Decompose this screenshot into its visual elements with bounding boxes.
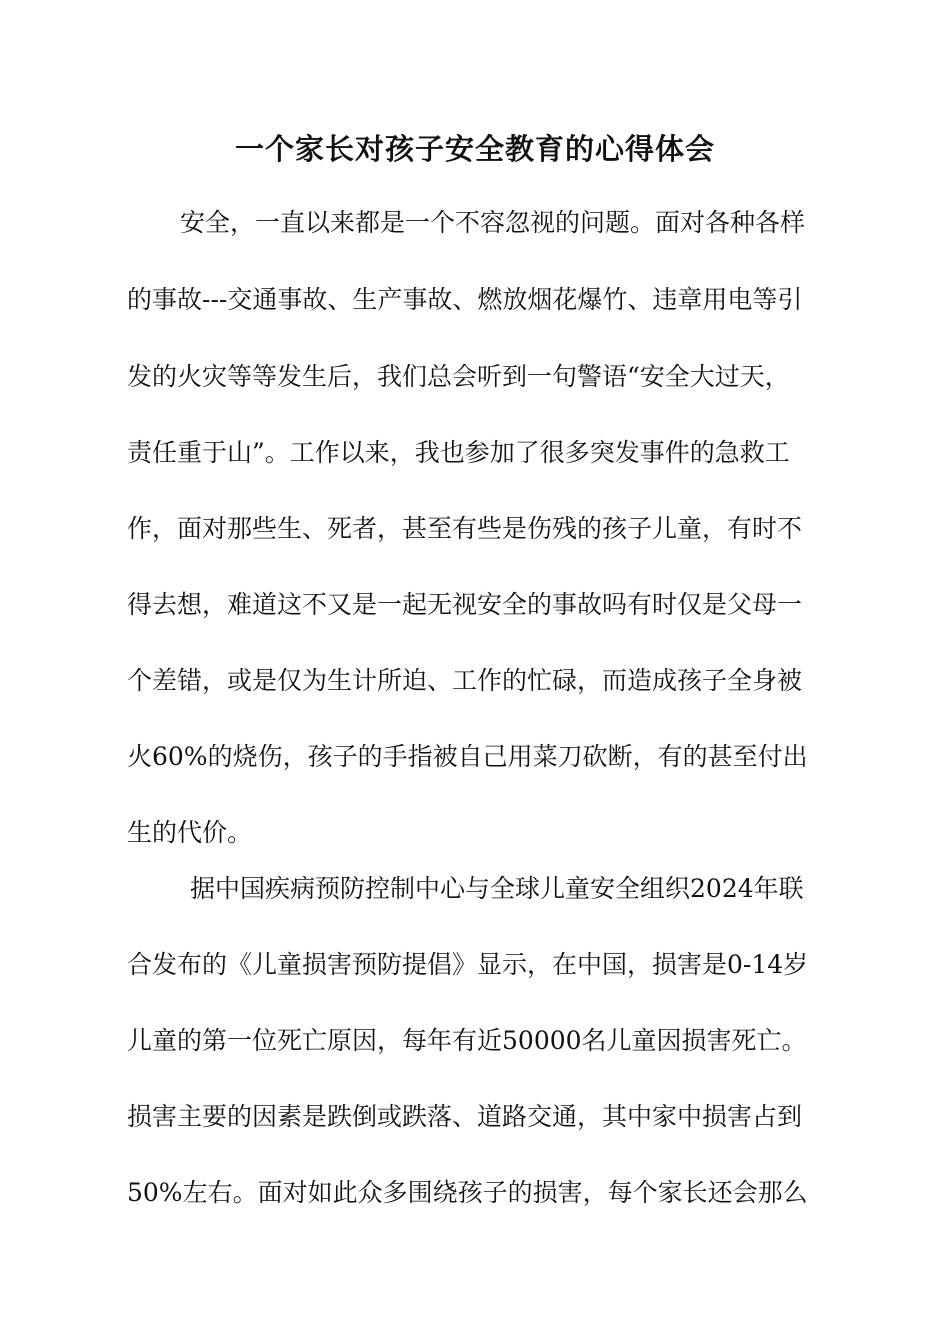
paragraph-line: 得去想，难道这不又是一起无视安全的事故吗有时仅是父母一 <box>127 590 803 619</box>
paragraph-line: 儿童的第一位死亡原因，每年有近50000名儿童因损害死亡。 <box>127 1026 807 1055</box>
paragraph-line: 据中国疾病预防控制中心与全球儿童安全组织2024年联 <box>190 874 804 903</box>
paragraph-line: 合发布的《儿童损害预防提倡》显示，在中国，损害是0-14岁 <box>127 950 809 979</box>
paragraph-line: 生的代价。 <box>127 818 253 847</box>
paragraph-line: 损害主要的因素是跌倒或跌落、道路交通，其中家中损害占到 <box>127 1102 803 1131</box>
paragraph-line: 火60%的烧伤，孩子的手指被自己用菜刀砍断，有的甚至付出 <box>127 742 808 771</box>
paragraph-line: 作，面对那些生、死者，甚至有些是伤残的孩子儿童，有时不 <box>127 514 803 543</box>
paragraph-line: 的事故---交通事故、生产事故、燃放烟花爆竹、违章用电等引 <box>127 285 803 314</box>
paragraph-line: 50%左右。面对如此众多围绕孩子的损害，每个家长还会那么 <box>127 1178 808 1207</box>
paragraph-line: 安全，一直以来都是一个不容忽视的问题。面对各种各样 <box>180 208 806 237</box>
document-title: 一个家长对孩子安全教育的心得体会 <box>234 132 715 166</box>
paragraph-line: 个差错，或是仅为生计所迫、工作的忙碌，而造成孩子全身被 <box>127 666 803 695</box>
paragraph-line: 发的火灾等等发生后，我们总会听到一句警语“安全大过天， <box>127 362 790 391</box>
paragraph-line: 责任重于山”。工作以来，我也参加了很多突发事件的急救工 <box>127 438 790 467</box>
